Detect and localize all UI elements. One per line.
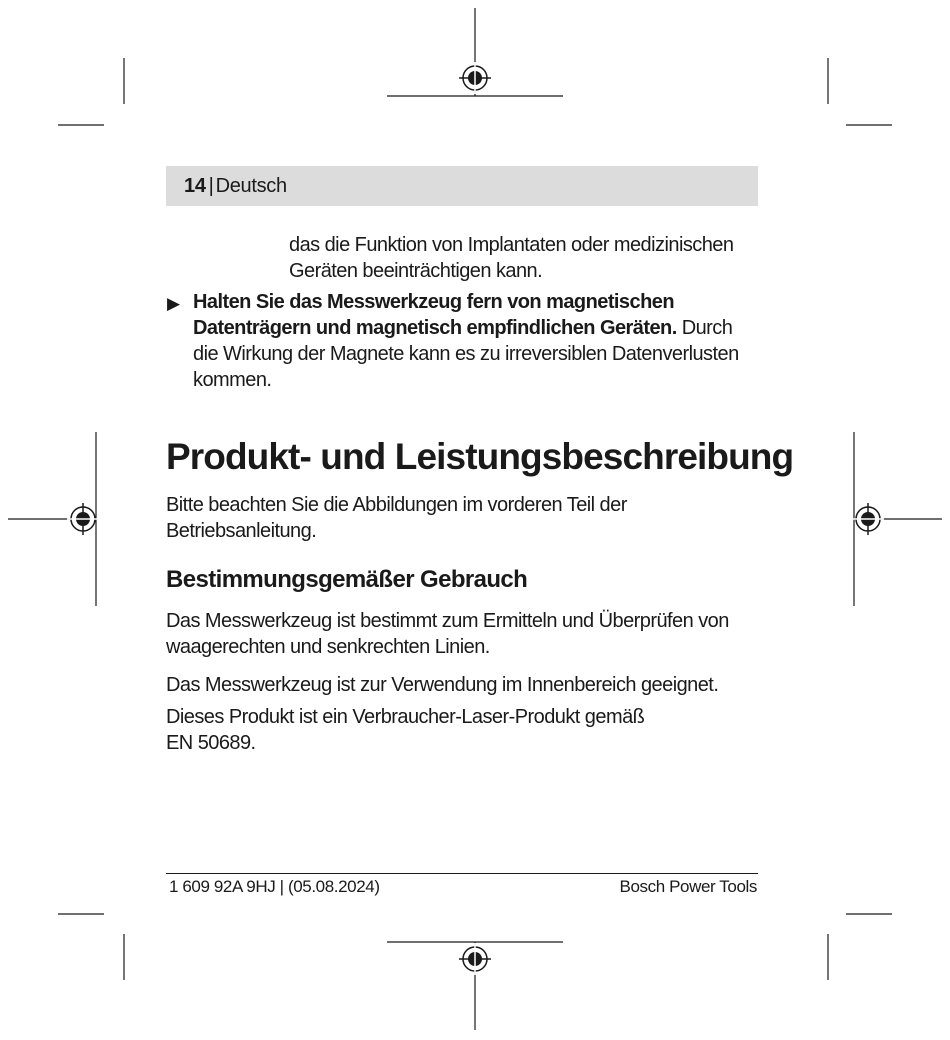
bullet-paragraph	[193, 289, 760, 393]
registration-target-bottom	[459, 943, 491, 975]
registration-target-right	[852, 503, 884, 535]
section-intro: Bitte beachten Sie die Abbildungen im vorderen Teil der Betriebsanleitung.	[166, 494, 627, 542]
page-header	[184, 175, 287, 197]
page-number: 14	[184, 175, 206, 197]
bullet-arrow-icon: ▶	[167, 294, 181, 313]
subsection-title: Bestimmungsgemäßer Gebrauch	[166, 566, 528, 593]
registration-target-left	[67, 503, 99, 535]
footer-divider	[166, 873, 758, 874]
bullet-bold-text: Halten Sie das Messwerkzeug fern von magnetischen Datenträgern und magnetisch empfindlichen Geräten.	[193, 291, 677, 339]
section-title: Produkt- und Leistungsbeschreibung	[166, 436, 794, 477]
paragraph-indoor-use: Das Messwerkzeug ist zur Verwendung im Innenbereich geeignet.	[166, 674, 719, 696]
footer-brand: Bosch Power Tools	[619, 877, 757, 896]
registration-target-top	[459, 62, 491, 94]
header-language: Deutsch	[215, 175, 287, 197]
paragraph-laser-product: Dieses Produkt ist ein Verbraucher-Laser-Produkt gemäß EN 50689.	[166, 706, 645, 754]
paragraph-purpose: Das Messwerkzeug ist bestimmt zum Ermitteln und Überprüfen von waagerechten und senkrechten Linien.	[166, 610, 729, 658]
header-separator: |	[208, 175, 214, 197]
continuation-text: das die Funktion von Implantaten oder medizinischen Geräten beeinträchtigen kann.	[289, 234, 734, 282]
footer-document-number: 1 609 92A 9HJ | (05.08.2024)	[169, 877, 380, 896]
page-header-bar	[166, 166, 758, 206]
bullet-normal-text: Durch die Wirkung der Magnete kann es zu irreversiblen Datenverlusten kommen.	[193, 317, 739, 391]
